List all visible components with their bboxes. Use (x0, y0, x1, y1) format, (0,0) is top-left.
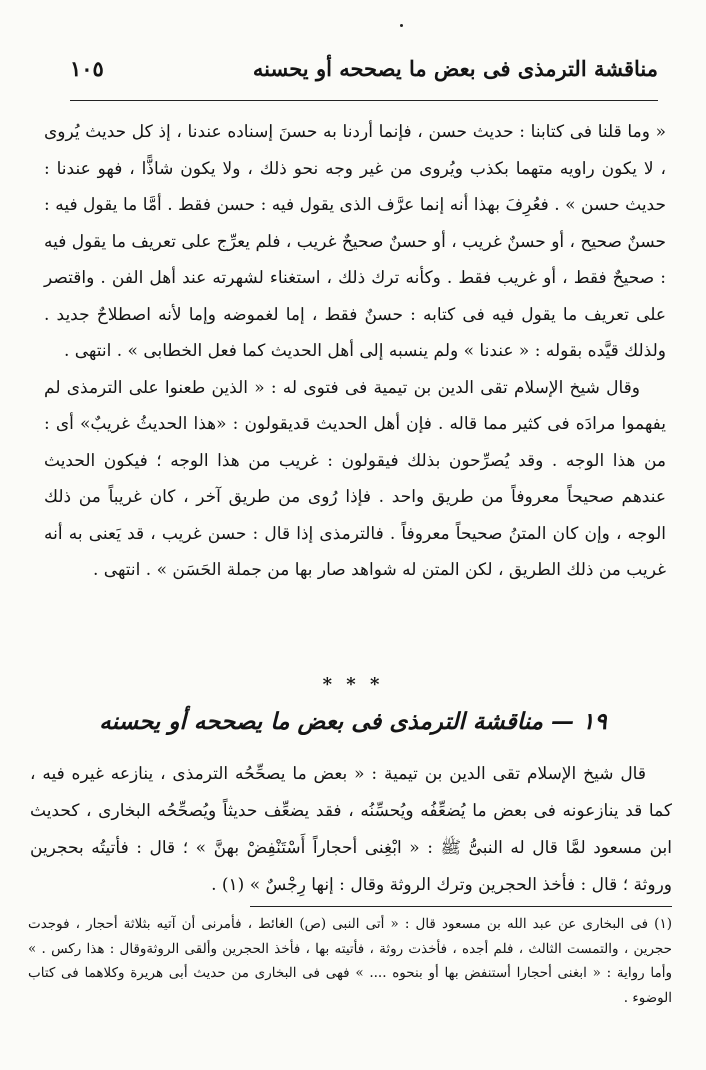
paragraph-3: قال شيخ الإسلام تقى الدين بن تيمية : « بعض ما يصحِّحُه الترمذى ، ينازعه غيره فيه ، كما قد ينازعونه فى بعض ما يُضعِّفُه ويُحسِّنُه ، فقد يضعِّف حديثاً ويُصحِّحُه البخارى ، كحديث ابن مسعود لمَّا قال له النبىُّ ﷺ : « ابْغِنى أحجاراً أَسْتَنْفِضْ بهنَّ » ؛ قال : فأتيتُه بحجرين وروثة ؛ قال : فأخذ الحجرين وترك الروثة وقال : إنها رِجْسٌ » (١) . (30, 764, 672, 895)
section-text-block (30, 756, 672, 904)
ink-dot (400, 24, 403, 27)
footnote-rule (250, 906, 672, 907)
section-separator: * * * (322, 674, 384, 695)
footnote (28, 912, 672, 1010)
section-heading: ١٩ — مناقشة الترمذى فى بعض ما يصححه أو يحسنه (99, 708, 607, 735)
paragraph-2: وقال شيخ الإسلام تقى الدين بن تيمية فى فتوى له : « الذين طعنوا على الترمذى لم يفهموا مرادَه فى كثير مما قاله . فإن أهل الحديث قديقولون : «هذا الحديثُ غريبٌ» أى : من هذا الوجه . وقد يُصرِّحون بذلك فيقولون : غريب من هذا الوجه ؛ فيكون الحديث عندهم صحيحاً معروفاً من طريق واحد . فإذا رُوى من طريق آخر ، كان غريباً من ذلك الوجه ، وإن كان المتنُ صحيحاً معروفاً . فالترمذى إذا قال : حسن غريب ، قد يَعنى به أنه غريب من ذلك الطريق ، لكن المتن له شواهد صار بها من جملة الحَسَن » . انتهى . (44, 377, 666, 580)
paragraph-1: « وما قلنا فى كتابنا : حديث حسن ، فإنما أردنا به حسنَ إسناده عندنا ، إذ كل حديث يُروى ، لا يكون راويه متهما بكذب ويُروى من غير وجه نحو ذلك ، ولا يكون شاذًّا ، فهو عندنا : حديث حسن » . فعُرِفَ بهذا أنه إنما عرَّف الذى يقول فيه : حسن فقط . أمَّا ما يقول فيه : حسنٌ صحيح ، أو حسنٌ غريب ، أو حسنٌ صحيحٌ غريب ، فلم يعرِّج على تعريف ما يقول فيه : صحيحٌ فقط ، أو غريب فقط . وكأنه ترك ذلك ، استغناء لشهرته عند أهل الفن . واقتصر على تعريف ما يقول فيه فى كتابه : حسنٌ فقط ، إما لغموضه وإما لأنه اصطلاحٌ جديد . ولذلك قيَّده بقوله : « عندنا » ولم ينسبه إلى أهل الحديث كما فعل الخطابى » . انتهى . (44, 122, 666, 361)
running-title: مناقشة الترمذى فى بعض ما يصححه أو يحسنه (252, 56, 658, 81)
running-header (70, 52, 658, 92)
footnote-text: (١) فى البخارى عن عبد الله بن مسعود قال : « أتى النبى (ص) الغائط ، فأمرنى أن آتيه بثلاثة أحجار ، فوجدت حجرين ، والتمست الثالث ، فلم أجده ، فأخذت روثة ، فأتيته بها ، فأخذ الحجرين وألقى الروثةوقال : هذا ركس . » وأما رواية : « ابغنى أحجارا أستنفض بها أو بنحوه .... » فهى فى البخارى من حديث أبى هريرة وكلاهما فى كتاب الوضوء . (28, 916, 672, 1006)
header-rule (70, 100, 658, 101)
main-text-block (44, 114, 666, 589)
page-number: ١٠٥ (70, 56, 104, 81)
